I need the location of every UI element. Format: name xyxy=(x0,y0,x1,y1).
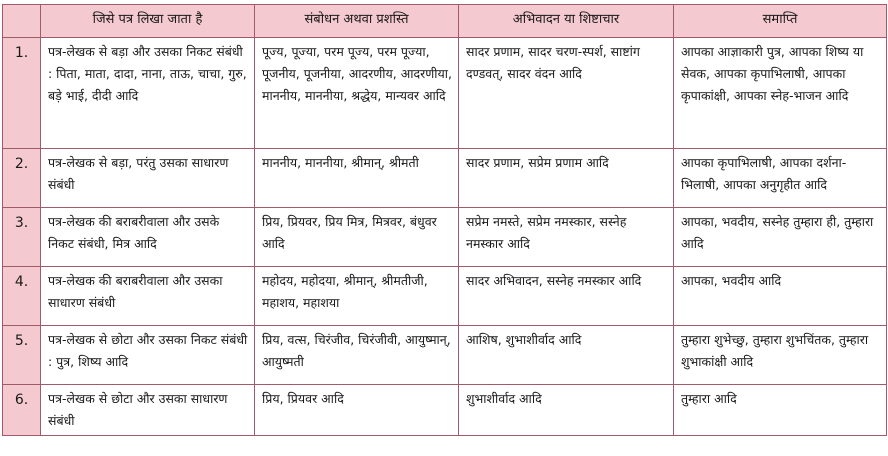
salutation-cell: प्रिय, प्रियवर, प्रिय मित्र, मित्रवर, बंधुवर आदि xyxy=(255,208,459,267)
header-greeting: अभिवादन या शिष्टाचार xyxy=(459,5,674,38)
closing-cell: आपका कृपाभिलाषी, आपका दर्शना-भिलाषी, आपका अनुगृहीत आदि xyxy=(674,149,887,208)
recipient-cell: पत्र-लेखक से बड़ा, परंतु उसका साधारण संबंधी xyxy=(41,149,255,208)
table-row xyxy=(3,326,887,385)
header-recipient: जिसे पत्र लिखा जाता है xyxy=(41,5,255,38)
recipient-cell: पत्र-लेखक की बराबरीवाला और उसका साधारण संबंधी xyxy=(41,267,255,326)
closing-cell: तुम्हारा आदि xyxy=(674,385,887,436)
salutation-cell: माननीय, माननीया, श्रीमान्, श्रीमती xyxy=(255,149,459,208)
header-closing: समाप्ति xyxy=(674,5,887,38)
greeting-cell: शुभाशीर्वाद आदि xyxy=(459,385,674,436)
header-serial xyxy=(3,5,41,38)
row-serial: 1. xyxy=(3,38,41,149)
greeting-cell: सादर अभिवादन, सस्नेह नमस्कार आदि xyxy=(459,267,674,326)
row-serial: 5. xyxy=(3,326,41,385)
row-serial: 4. xyxy=(3,267,41,326)
row-serial: 6. xyxy=(3,385,41,436)
recipient-cell: पत्र-लेखक से बड़ा और उसका निकट संबंधी : पिता, माता, दादा, नाना, ताऊ, चाचा, गुरु, बड़े भाई, दीदी आदि xyxy=(41,38,255,149)
table-row xyxy=(3,267,887,326)
table-row xyxy=(3,149,887,208)
closing-cell: तुम्हारा शुभेच्छु, तुम्हारा शुभचिंतक, तुम्हारा शुभाकांक्षी आदि xyxy=(674,326,887,385)
salutation-cell: महोदय, महोदया, श्रीमान्, श्रीमतीजी, महाशय, महाशया xyxy=(255,267,459,326)
header-salutation: संबोधन अथवा प्रशस्ति xyxy=(255,5,459,38)
recipient-cell: पत्र-लेखक की बराबरीवाला और उसके निकट संबंधी, मित्र आदि xyxy=(41,208,255,267)
recipient-cell: पत्र-लेखक से छोटा और उसका निकट संबंधी : पुत्र, शिष्य आदि xyxy=(41,326,255,385)
row-serial: 3. xyxy=(3,208,41,267)
table-row xyxy=(3,385,887,436)
salutation-cell: प्रिय, प्रियवर आदि xyxy=(255,385,459,436)
table-row xyxy=(3,208,887,267)
letter-format-table xyxy=(2,4,887,436)
greeting-cell: सप्रेम नमस्ते, सप्रेम नमस्कार, सस्नेह नमस्कार आदि xyxy=(459,208,674,267)
salutation-cell: प्रिय, वत्स, चिरंजीव, चिरंजीवी, आयुष्मान्, आयुष्मती xyxy=(255,326,459,385)
closing-cell: आपका आज्ञाकारी पुत्र, आपका शिष्य या सेवक, आपका कृपाभिलाषी, आपका कृपाकांक्षी, आपका स्नेह-भाजन आदि xyxy=(674,38,887,149)
closing-cell: आपका, भवदीय, सस्नेह तुम्हारा ही, तुम्हारा आदि xyxy=(674,208,887,267)
table-header-row xyxy=(3,5,887,38)
greeting-cell: सादर प्रणाम, सप्रेम प्रणाम आदि xyxy=(459,149,674,208)
closing-cell: आपका, भवदीय आदि xyxy=(674,267,887,326)
recipient-cell: पत्र-लेखक से छोटा और उसका साधारण संबंधी xyxy=(41,385,255,436)
row-serial: 2. xyxy=(3,149,41,208)
greeting-cell: आशिष, शुभाशीर्वाद आदि xyxy=(459,326,674,385)
table-row xyxy=(3,38,887,149)
salutation-cell: पूज्य, पूज्या, परम पूज्य, परम पूज्या, पूजनीय, पूजनीया, आदरणीय, आदरणीया, माननीय, माननीया, श्रद्धेय, मान्यवर आदि xyxy=(255,38,459,149)
greeting-cell: सादर प्रणाम, सादर चरण-स्पर्श, साष्टांग दण्डवत्, सादर वंदन आदि xyxy=(459,38,674,149)
